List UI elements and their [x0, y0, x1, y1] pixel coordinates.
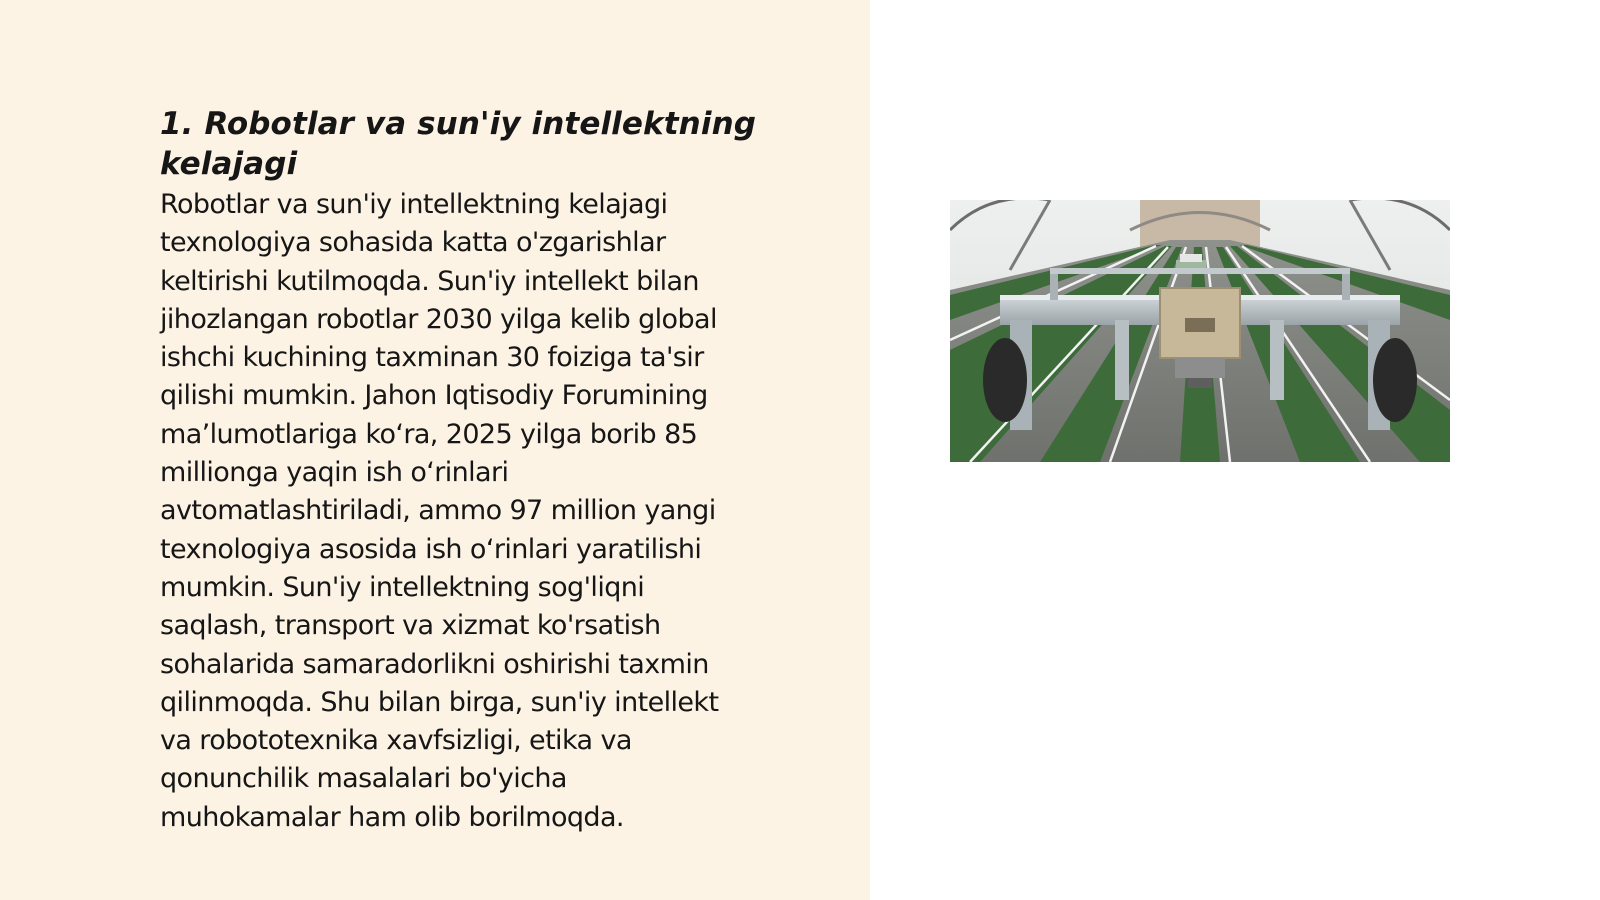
greenhouse-robot-photo — [950, 200, 1450, 462]
body-line: millionga yaqin ish o‘rinlari — [160, 457, 509, 489]
body-line: keltirishi kutilmoqda. Sun'iy intellekt bilan — [160, 265, 699, 297]
body-line: qonunchilik masalalari bo'yicha — [160, 763, 567, 795]
body-line: texnologiya asosida ish o‘rinlari yaratilishi — [160, 533, 702, 565]
body-line: jihozlangan robotlar 2030 yilga kelib global — [160, 303, 717, 335]
slide-body-text — [160, 186, 825, 837]
body-line: avtomatlashtiriladi, ammo 97 million yangi — [160, 495, 716, 527]
body-line: muhokamalar ham olib borilmoqda. — [160, 801, 624, 833]
body-line: ma’lumotlariga ko‘ra, 2025 yilga borib 85 — [160, 418, 698, 450]
body-line: sohalarida samaradorlikni oshirishi taxmin — [160, 648, 709, 680]
body-line: qilinmoqda. Shu bilan birga, sun'iy intellekt — [160, 686, 719, 718]
body-line: Robotlar va sun'iy intellektning kelajagi — [160, 189, 668, 220]
body-line: va robototexnika xavfsizligi, etika va — [160, 725, 632, 757]
body-line: ishchi kuchining taxminan 30 foiziga ta'sir — [160, 342, 704, 374]
body-line: qilishi mumkin. Jahon Iqtisodiy Forumining — [160, 380, 708, 412]
slide-title: 1. Robotlar va sun'iy intellektning kelajagi — [160, 106, 757, 182]
body-line: texnologiya sohasida katta o'zgarishlar — [160, 227, 666, 259]
body-line: mumkin. Sun'iy intellektning sog'liqni — [160, 571, 645, 603]
body-line: saqlash, transport va xizmat ko'rsatish — [160, 610, 661, 642]
